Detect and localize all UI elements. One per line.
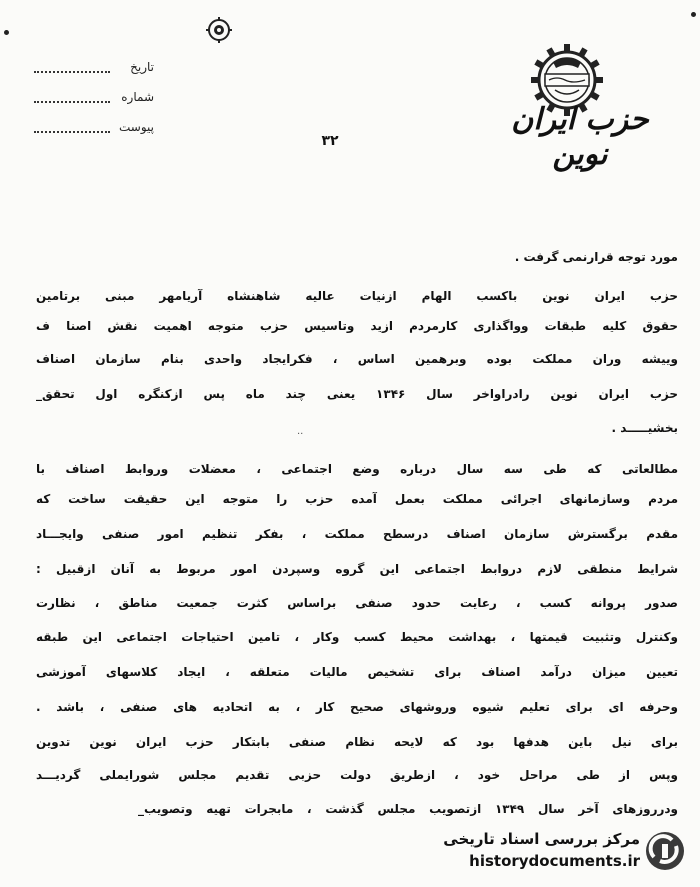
date-field (34, 62, 154, 76)
body-line: ودرروزهای آخر سال ۱۳۴۹ ازتصویب مجلس گذشت ، مابجرات تهیه وتصویب_ (138, 802, 678, 816)
watermark-url: historydocuments.ir (469, 852, 640, 870)
archive-logo-icon (644, 830, 686, 872)
body-line: وکنترل وتثبیت قیمتها ، بهداشت محیط کسب وکار ، تامین احتیاجات اجتماعی این طبقه (36, 630, 678, 644)
number-label: شماره (121, 90, 154, 104)
body-line: حزب ایران نوین رادراواخر سال ۱۳۴۶ یعنی چند ماه پس ازکنگره اول تحقق_ (36, 387, 678, 401)
attachment-label: پیوست (119, 120, 154, 134)
body-line: وحرفه ای برای تعلیم شیوه وروشهای صحیح کار ، به اتحادیه های صنفی ، باشد . (36, 700, 678, 714)
body-line: مطالعاتی که طی سه سال درباره وضع اجتماعی ، معضلات وروابط اصناف با (36, 462, 678, 476)
stray-mark: ·· (297, 429, 304, 440)
watermark-name: مرکز بررسی اسناد تاریخی (443, 830, 640, 848)
party-name: حزب ایران نوین (511, 102, 649, 172)
body-line: مورد توجه قرارنمی گرفت . (514, 250, 678, 264)
ornament-icon (205, 16, 233, 44)
date-label: تاریخ (130, 60, 154, 74)
scan-dot (4, 30, 9, 35)
body-line: صدور پروانه کسب ، رعایت حدود صنفی براساس کثرت جمعیت مناطق ، نظارت (36, 596, 678, 610)
page-number: ۳۲ (321, 133, 339, 149)
body-line: شرایط منطقی لازم دروابط اجتماعی این گروه وسپردن امور مربوط به آنان ازقبیل : (36, 562, 678, 576)
number-field (34, 92, 154, 106)
scan-dot (691, 12, 696, 17)
body-line: بخشیـــــد . (611, 421, 678, 435)
body-line: مقدم برگسترش سازمان اصناف درسطح مملکت ، بفکر تنظیم امور صنفی وایجـــاد (36, 527, 678, 541)
body-line: برای نیل باین هدفها بود که لایحه نظام صنفی بابتکار حزب ایران نوین تدوین (36, 735, 678, 749)
body-line: حزب ایران نوین باکسب الهام ازنیات عالیه شاهنشاه آریامهر مبنی برتامین (36, 289, 678, 303)
body-line: تعیین میزان درآمد اصناف برای تشخیص مالیات متعلقه ، ایجاد کلاسهای آموزشی (36, 665, 678, 679)
attachment-field (34, 122, 154, 136)
body-line: وپس از طی مراحل خود ، ازطریق دولت حزبی تقدیم مجلس شورایملی گردیـــد (36, 768, 678, 782)
watermark (420, 828, 690, 878)
body-line: حقوق کلیه طبقات وواگذاری کارمردم ازید وتاسیس حزب متوجه اهمیت نقش اصنا ف (36, 319, 678, 333)
body-line: وییشه وران مملکت بوده وبرهمین اساس ، فکرایجاد واحدی بنام سازمان اصناف (36, 352, 678, 366)
body-line: مردم وسازمانهای اجرائی مملکت بعمل آمده حزب را متوجه این حقیقت ساخت که (36, 492, 678, 506)
